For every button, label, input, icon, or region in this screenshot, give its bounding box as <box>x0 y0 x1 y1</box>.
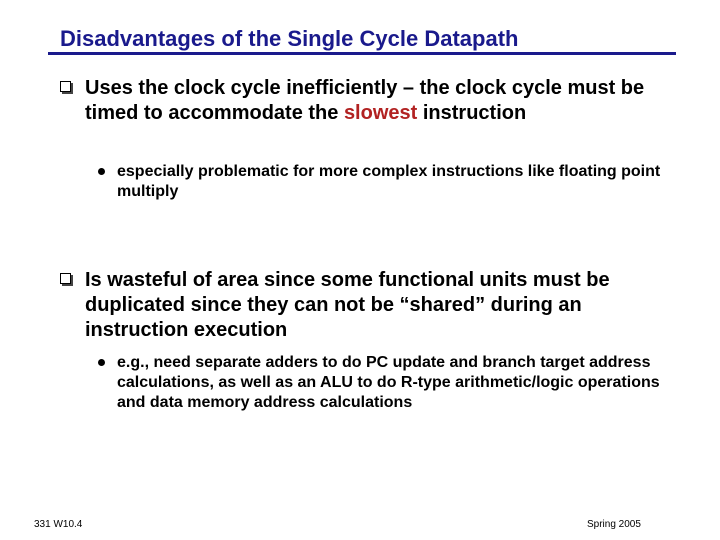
round-bullet-icon <box>98 359 105 366</box>
bullet-1-text-after: instruction <box>417 102 527 124</box>
sub-bullet-1-text: especially problematic for more complex instructions like floating point multiply <box>117 163 661 200</box>
bullet-1-text-before: Uses the clock cycle inefficiently – the clock cycle must be timed to accommodate the <box>85 77 645 124</box>
square-bullet-icon <box>60 81 71 92</box>
bullet-1-text <box>85 76 675 126</box>
footer-term-label: Spring 2005 <box>587 519 641 530</box>
round-bullet-icon <box>98 168 105 175</box>
sub-bullet-2-text: e.g., need separate adders to do PC update and branch target address calculations, as well as an ALU to do R-type arithmetic/logic operations and data memory address calculations <box>117 354 660 411</box>
footer-course-label: 331 W10.4 <box>34 519 83 530</box>
bullet-1-highlight: slowest <box>343 102 418 124</box>
slide-title: Disadvantages of the Single Cycle Datapath <box>60 26 519 51</box>
bullet-2-text: Is wasteful of area since some functional units must be duplicated since they can not be “shared” during an instruction execution <box>85 269 610 341</box>
title-underline <box>48 52 676 55</box>
square-bullet-icon <box>60 273 71 284</box>
